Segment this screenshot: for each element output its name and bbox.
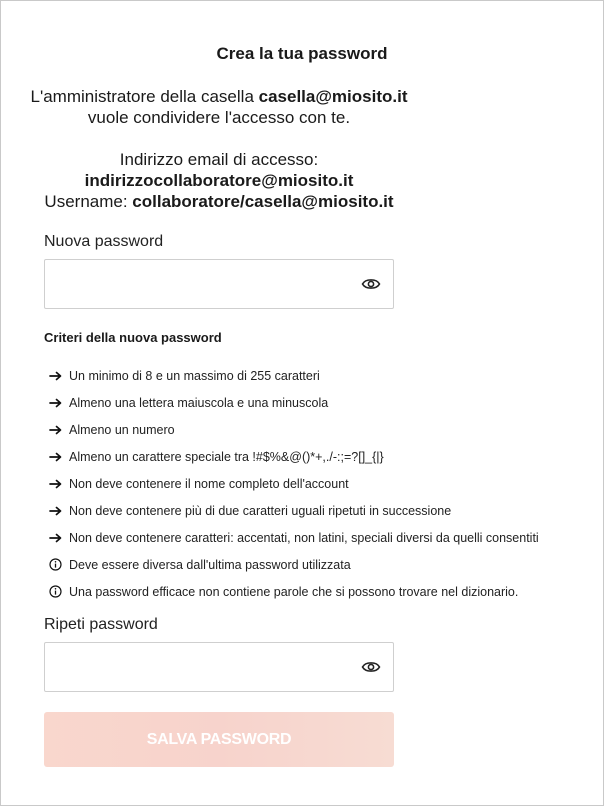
criteria-item-text: Una password efficace non contiene parole che si possono trovare nel dizionario. xyxy=(69,584,519,599)
criteria-item-text: Non deve contenere caratteri: accentati, non latini, speciali diversi da quelli consentiti xyxy=(69,530,539,545)
criteria-item xyxy=(48,389,539,416)
criteria-item-text: Deve essere diversa dall'ultima password utilizzata xyxy=(69,557,351,572)
email-value: indirizzocollaboratore@miosito.it xyxy=(84,171,354,190)
criteria-title: Criteri della nuova password xyxy=(44,330,222,345)
criteria-item xyxy=(48,497,539,524)
criteria-list xyxy=(48,362,539,605)
criteria-item-text: Almeno un carattere speciale tra !#$%&@()*+,./-:;=?[]_{|} xyxy=(69,449,384,464)
criteria-item xyxy=(48,362,539,389)
criteria-item-text: Almeno un numero xyxy=(69,422,175,437)
username-label: Username: xyxy=(44,192,133,211)
criteria-item xyxy=(48,416,539,443)
new-password-field-wrapper xyxy=(44,259,394,309)
info-icon xyxy=(48,558,62,572)
criteria-item-text: Non deve contenere il nome completo dell'account xyxy=(69,476,349,491)
arrow-right-icon xyxy=(48,531,62,545)
arrow-right-icon xyxy=(48,369,62,383)
repeat-password-field-wrapper xyxy=(44,642,394,692)
arrow-right-icon xyxy=(48,477,62,491)
page-title: Crea la tua password xyxy=(216,44,388,63)
criteria-item-text: Almeno una lettera maiuscola e una minuscola xyxy=(69,395,329,410)
username-value: collaboratore/casella@miosito.it xyxy=(132,192,394,211)
arrow-right-icon xyxy=(48,450,62,464)
criteria-item xyxy=(48,551,539,578)
arrow-right-icon xyxy=(48,396,62,410)
mailbox-address: casella@miosito.it xyxy=(258,87,408,106)
email-label: Indirizzo email di accesso: xyxy=(119,150,319,169)
criteria-item-text: Un minimo di 8 e un massimo di 255 caratteri xyxy=(69,368,320,383)
new-password-input[interactable] xyxy=(45,260,345,308)
eye-icon[interactable] xyxy=(361,658,381,676)
repeat-password-input[interactable] xyxy=(45,643,345,691)
eye-icon[interactable] xyxy=(361,275,381,293)
arrow-right-icon xyxy=(48,504,62,518)
criteria-item xyxy=(48,443,539,470)
new-password-label: Nuova password xyxy=(44,233,164,250)
criteria-item xyxy=(48,524,539,551)
criteria-item-text: Non deve contenere più di due caratteri uguali ripetuti in successione xyxy=(69,503,452,518)
intro-prefix: L'amministratore della casella xyxy=(30,87,259,106)
criteria-item xyxy=(48,578,539,605)
arrow-right-icon xyxy=(48,423,62,437)
intro-line2: vuole condividere l'accesso con te. xyxy=(87,108,351,127)
criteria-item xyxy=(48,470,539,497)
save-password-button[interactable]: SALVA PASSWORD xyxy=(44,712,394,767)
intro-text xyxy=(1,86,437,128)
info-icon xyxy=(48,585,62,599)
access-info xyxy=(1,149,437,212)
repeat-password-label: Ripeti password xyxy=(44,616,158,633)
